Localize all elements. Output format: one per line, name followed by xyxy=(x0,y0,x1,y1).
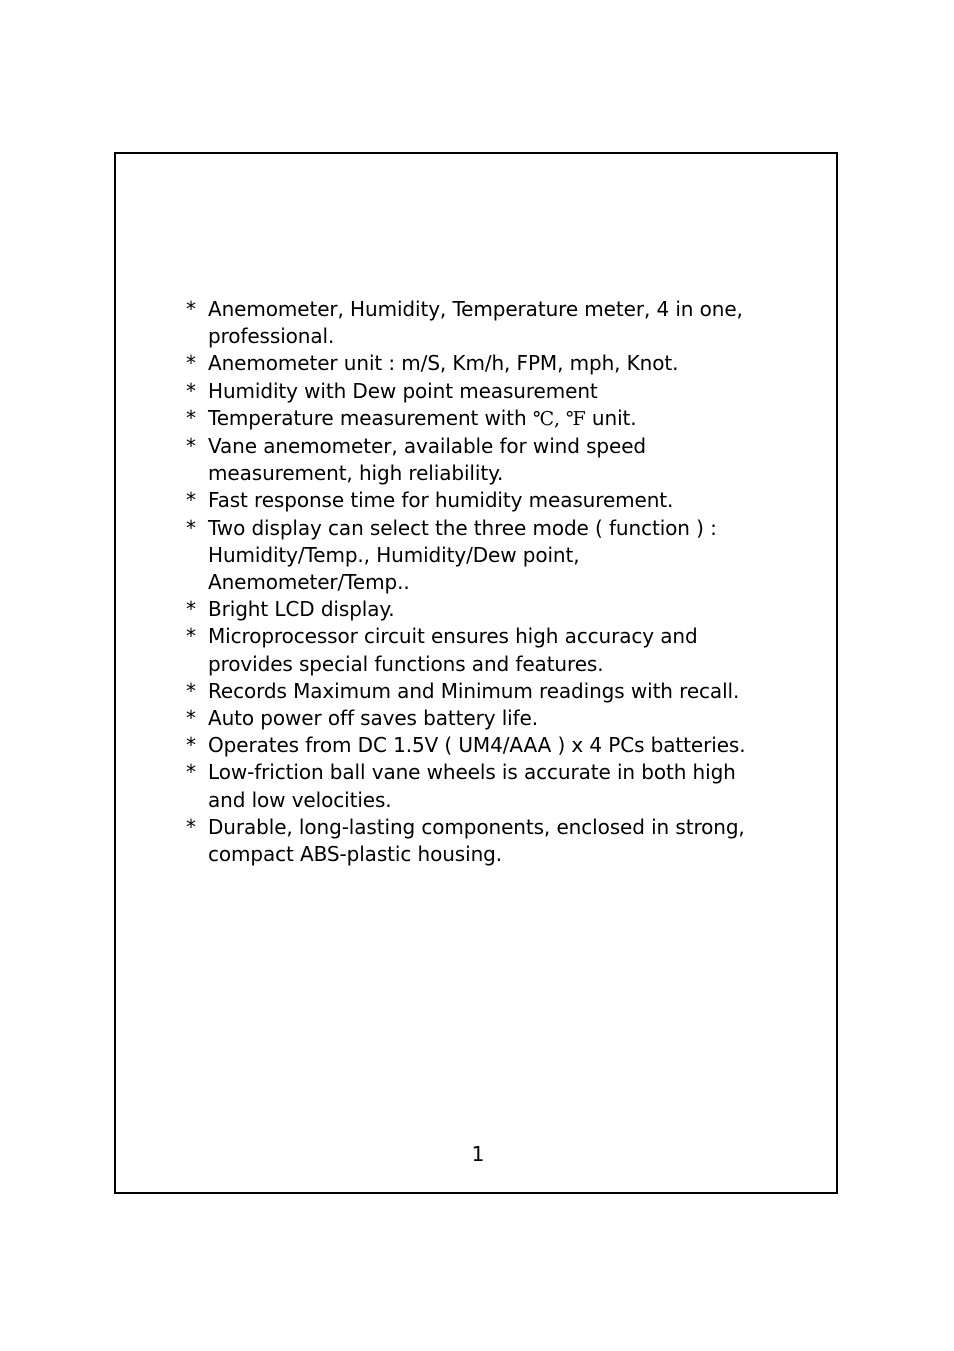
bullet: * xyxy=(186,351,196,376)
bullet: * xyxy=(186,405,196,430)
feature-line: compact ABS-plastic housing. xyxy=(208,842,502,867)
feature-item xyxy=(186,623,786,677)
feature-text xyxy=(208,678,786,705)
feature-text xyxy=(208,732,786,759)
feature-item xyxy=(186,515,786,597)
bullet: * xyxy=(186,624,196,649)
feature-line xyxy=(208,405,786,433)
feature-line: Durable, long-lasting components, enclosed in strong, xyxy=(208,814,745,839)
feature-item xyxy=(186,596,786,623)
feature-line: Anemometer/Temp.. xyxy=(208,570,410,595)
feature-line: Auto power off saves battery life. xyxy=(208,706,539,731)
bullet: * xyxy=(186,706,196,731)
feature-line: Low-friction ball vane wheels is accurate in both high xyxy=(208,760,736,785)
bullet: * xyxy=(186,678,196,703)
feature-item xyxy=(186,405,786,433)
temperature-units: ℃, ℉ xyxy=(532,407,586,430)
feature-text xyxy=(208,515,786,597)
feature-item xyxy=(186,296,786,350)
feature-text-suffix: unit. xyxy=(585,405,637,430)
bullet: * xyxy=(186,434,196,459)
bullet: * xyxy=(186,760,196,785)
bullet: * xyxy=(186,814,196,839)
feature-line: Humidity with Dew point measurement xyxy=(208,378,598,403)
feature-item xyxy=(186,433,786,487)
feature-line: Bright LCD display. xyxy=(208,597,395,622)
feature-line: Two display can select the three mode ( function ) : xyxy=(208,515,717,540)
feature-text xyxy=(208,378,786,405)
feature-list xyxy=(186,296,786,868)
feature-item xyxy=(186,814,786,868)
feature-text xyxy=(208,487,786,514)
feature-text xyxy=(208,623,786,677)
feature-line: professional. xyxy=(208,324,335,349)
feature-text xyxy=(208,814,786,868)
feature-line: Records Maximum and Minimum readings with recall. xyxy=(208,678,740,703)
bullet: * xyxy=(186,378,196,403)
feature-item xyxy=(186,487,786,514)
feature-text-prefix: Temperature measurement with xyxy=(208,405,533,430)
feature-line: Anemometer, Humidity, Temperature meter, 4 in one, xyxy=(208,297,743,321)
feature-text xyxy=(208,705,786,732)
feature-line: Humidity/Temp., Humidity/Dew point, xyxy=(208,542,580,567)
feature-item xyxy=(186,759,786,813)
feature-line: and low velocities. xyxy=(208,787,392,812)
bullet: * xyxy=(186,733,196,758)
feature-line: Vane anemometer, available for wind speed xyxy=(208,434,646,459)
bullet: * xyxy=(186,515,196,540)
feature-item xyxy=(186,350,786,377)
bullet: * xyxy=(186,488,196,513)
feature-line: Microprocessor circuit ensures high accuracy and xyxy=(208,624,698,649)
feature-item xyxy=(186,378,786,405)
feature-line: measurement, high reliability. xyxy=(208,461,504,486)
feature-line: Anemometer unit : m/S, Km/h, FPM, mph, Knot. xyxy=(208,351,679,376)
page-number: 1 xyxy=(471,1142,485,1166)
feature-text xyxy=(208,596,786,623)
feature-item xyxy=(186,732,786,759)
feature-text xyxy=(208,405,786,433)
feature-item xyxy=(186,678,786,705)
bullet: * xyxy=(186,297,196,321)
bullet: * xyxy=(186,597,196,622)
feature-line: provides special functions and features. xyxy=(208,651,604,676)
feature-text xyxy=(208,350,786,377)
feature-line: Fast response time for humidity measurement. xyxy=(208,488,674,513)
feature-text xyxy=(208,759,786,813)
feature-text xyxy=(208,433,786,487)
feature-text xyxy=(208,296,786,350)
feature-line: Operates from DC 1.5V ( UM4/AAA ) x 4 PCs batteries. xyxy=(208,733,746,758)
feature-item xyxy=(186,705,786,732)
